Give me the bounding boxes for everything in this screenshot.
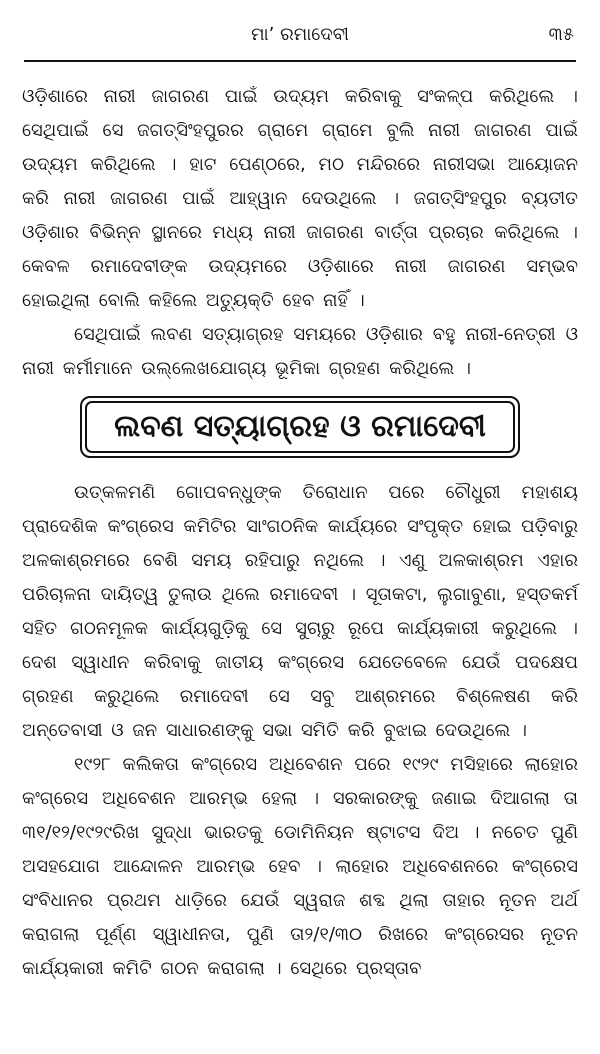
paragraph: ଉତ୍କଳମଣି ଗୋପବନ୍ଧୁଙ୍କ ତିରୋଧାନ ପରେ ଚୌଧୁରୀ ମହାଶୟ ପ୍ରାଦେଶିକ କଂଗ୍ରେସ କମିଟିର ସାଂଗଠନିକ କାର୍ଯ୍ୟରେ ସଂପୃକ୍ତ ହୋଇ ପଡ଼ିବାରୁ ଅଳକାଶ୍ରମରେ ବେଶି ସମୟ ରହିପାରୁ ନଥିଲେ । ଏଣୁ ଅଳକାଶ୍ରମ ଏହାର ପରିଚାଳନା ଦାୟିତ୍ୱ ତୁଲାଉ ଥିଲେ ରମାଦେବୀ । ସୂତାକଟା, ଲୁଗାବୁଣା, ହସ୍ତକର୍ମ ସହିତ ଗଠନମୂଳକ କାର୍ଯ୍ୟଗୁଡ଼ିକୁ ସେ ସୁଚାରୁ ରୂପେ କାର୍ଯ୍ୟକାରୀ କରୁଥିଲେ । ଦେଶ ସ୍ୱାଧୀନ କରିବାକୁ ଜାତୀୟ କଂଗ୍ରେସ ଯେତେବେଳେ ଯେଉଁ ପଦକ୍ଷେପ ଗ୍ରହଣ କରୁଥିଲେ ରମାଦେବୀ ସେ ସବୁ ଆଶ୍ରମରେ ବିଶ୍ଳେଷଣ କରି ଅନ୍ତେବାସୀ ଓ ଜନ ସାଧାରଣଙ୍କୁ ସଭା ସମିତି କରି ବୁଝାଇ ଦେଉଥିଲେ । (22, 482, 578, 741)
page-number: ୩୫ (548, 24, 574, 45)
section-heading-box (80, 396, 520, 458)
paragraph: ଓଡ଼ିଶାରେ ନାରୀ ଜାଗରଣ ପାଇଁ ଉଦ୍ୟମ କରିବାକୁ ସଂକଳ୍ପ କରିଥିଲେ । ସେଥିପାଇଁ ସେ ଜଗତ୍‌ସିଂହପୁରର ଗ୍ରାମେ ଗ୍ରାମେ ବୁଲି ନାରୀ ଜାଗରଣ ପାଇଁ ଉଦ୍ୟମ କରିଥିଲେ । ହାଟ ପେଣ୍ଠରେ, ମଠ ମନ୍ଦିରରେ ନାରୀସଭା ଆୟୋଜନ କରି ନାରୀ ଜାଗରଣ ପାଇଁ ଆହ୍ୱାନ ଦେଉଥିଲେ । ଜଗତ୍‌ସିଂହପୁର ବ୍ୟତୀତ ଓଡ଼ିଶାର ବିଭିନ୍ନ ସ୍ଥାନରେ ମଧ୍ୟ ନାରୀ ଜାଗରଣ ବାର୍ତ୍ତା ପ୍ରଚାର କରିଥିଲେ । କେବଳ ରମାଦେବୀଙ୍କ ଉଦ୍ୟମରେ ଓଡ଼ିଶାରେ ନାରୀ ଜାଗରଣ ସମ୍ଭବ ହୋଇଥିଲା ବୋଲି କହିଲେ ଅତ୍ୟୁକ୍ତି ହେବ ନାହିଁ । (22, 86, 578, 311)
section-heading: ଲବଣ ସତ୍ୟାଗ୍ରହ ଓ ରମାଦେବୀ (85, 401, 515, 453)
paragraph: ସେଥିପାଇଁ ଲବଣ ସତ୍ୟାଗ୍ରହ ସମୟରେ ଓଡ଼ିଶାର ବହୁ ନାରୀ-ନେତ୍ରୀ ଓ ନାରୀ କର୍ମୀମାନେ ଉଲ୍ଲେଖଯୋଗ୍ୟ ଭୂମିକା ଗ୍ରହଣ କରିଥିଲେ । (22, 324, 578, 379)
paragraph: ୧୯୨୮ କଲିକତା କଂଗ୍ରେସ ଅଧିବେଶନ ପରେ ୧୯୨୯ ମସିହାରେ ଲାହୋର କଂଗ୍ରେସ ଅଧିବେଶନ ଆରମ୍ଭ ହେଲା । ସରକାରଙ୍କୁ ଜଣାଇ ଦିଆଗଲା ତା ୩୧/୧୨/୧୯୨୯ରିଖ ସୁଦ୍ଧା ଭାରତକୁ ଡୋମିନିୟନ ଷ୍ଟାଟସ ଦିଅ । ନଚେତ ପୁଣି ଅସହଯୋଗ ଆନ୍ଦୋଳନ ଆରମ୍ଭ ହେବ । ଲାହୋର ଅଧିବେଶନରେ କଂଗ୍ରେସ ସଂବିଧାନର ପ୍ରଥମ ଧାଡ଼ିରେ ଯେଉଁ ସ୍ୱରାଜ ଶବ୍ଦ ଥିଲା ତାହାର ନୂତନ ଅର୍ଥ କରାଗଲା ପୂର୍ଣ୍ଣ ସ୍ୱାଧୀନତା, ପୁଣି ତା୨/୧/୩୦ ରିଖରେ କଂଗ୍ରେସର ନୂତନ କାର୍ଯ୍ୟକାରୀ କମିଟି ଗଠନ କରାଗଲା । ସେଥିରେ ପ୍ରସ୍ତାବ (22, 754, 578, 979)
page-header (0, 20, 600, 50)
header-rule (24, 60, 576, 62)
body-text (22, 80, 578, 986)
running-title: ମା’ ରମାଦେବୀ (251, 24, 349, 45)
